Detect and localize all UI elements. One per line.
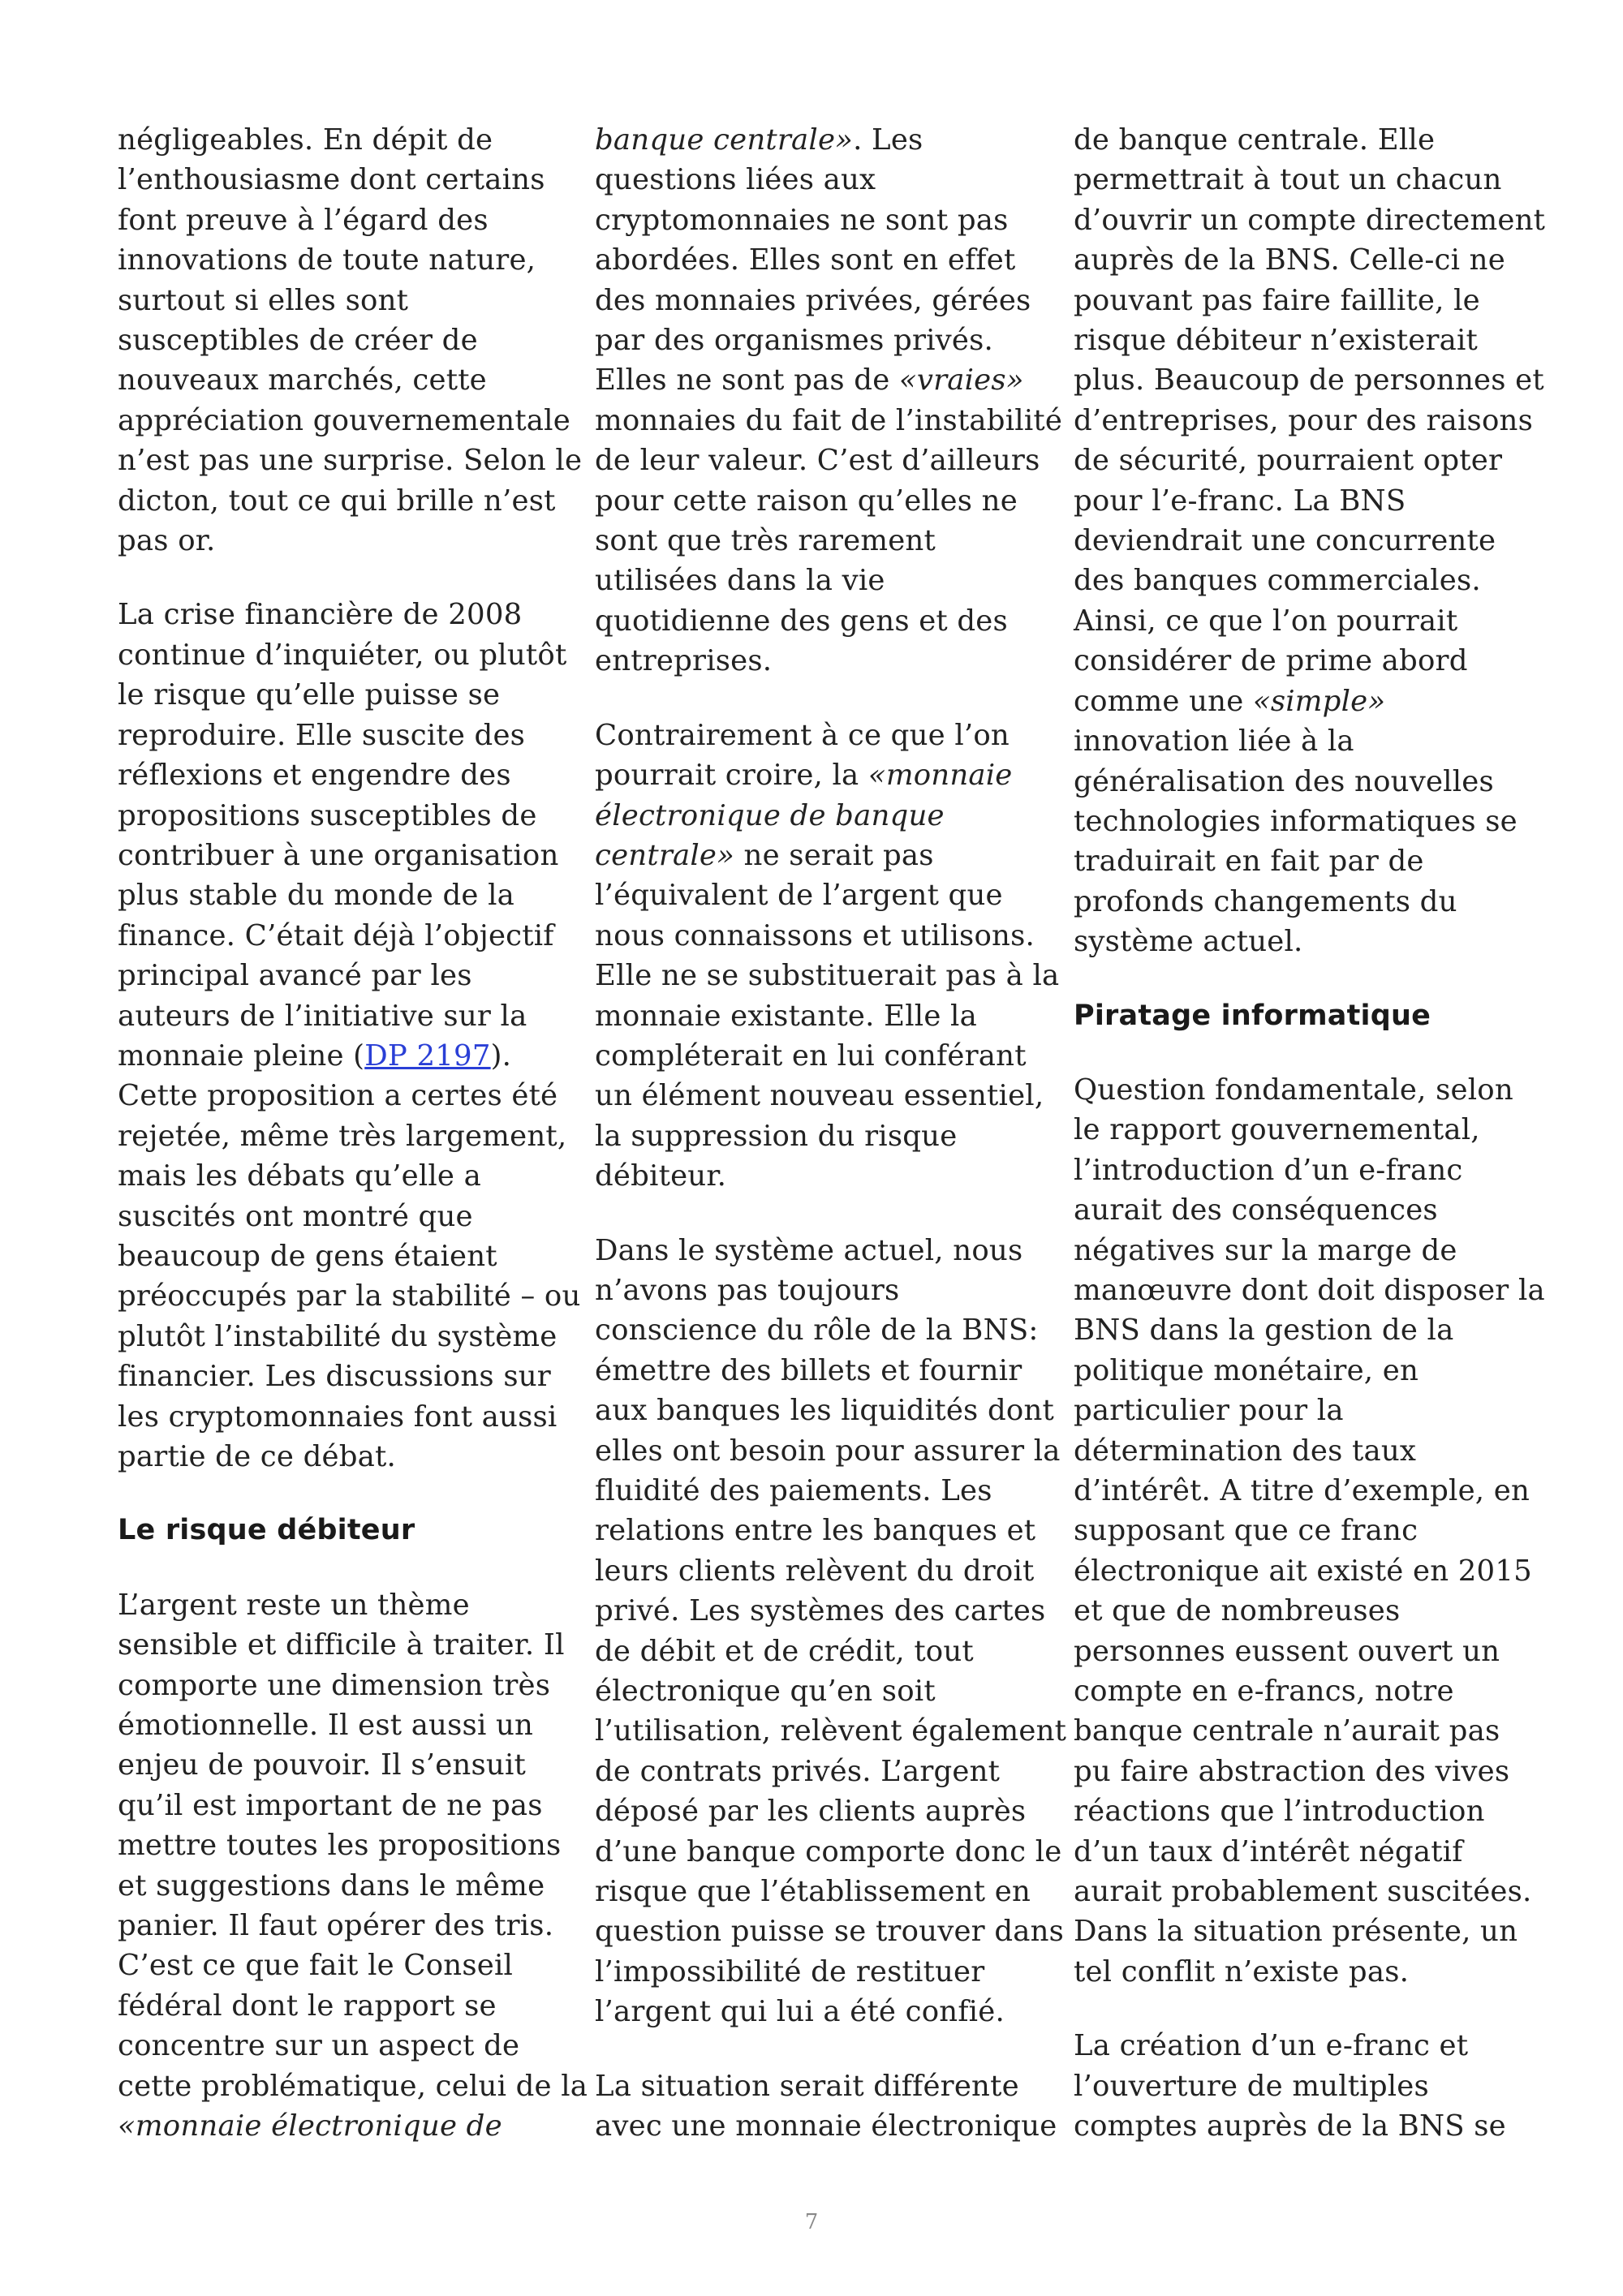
text-line: propositions susceptibles de [118, 798, 537, 832]
text-line: l’ouverture de multiples [1074, 2069, 1429, 2103]
text-line: émotionnelle. Il est aussi un [118, 1709, 534, 1743]
paragraph [1074, 1070, 1545, 1992]
text-line: privé. Les systèmes des cartes [595, 1594, 1046, 1628]
text-line: panier. Il faut opérer des tris. [118, 1909, 554, 1943]
text-fragment: monnaie pleine ( [118, 1038, 365, 1073]
text-line: entreprises. [595, 644, 773, 678]
text-line: fluidité des paiements. Les [595, 1474, 992, 1507]
text-line: innovations de toute nature, [118, 243, 536, 277]
text-line: susceptibles de créer de [118, 324, 478, 358]
text-line: surtout si elles sont [118, 283, 409, 317]
page-number: 7 [804, 2210, 819, 2234]
text-line: négligeables. En dépit de [118, 123, 493, 157]
text-line: rejetée, même très largement, [118, 1119, 567, 1153]
italic-text: «vraies» [898, 363, 1024, 398]
text-line: mais les débats qu’elle a [118, 1159, 481, 1193]
text-line: suscités ont montré que [118, 1199, 473, 1233]
text-line: compte en e-francs, notre [1074, 1675, 1454, 1709]
text-line: le rapport gouvernemental, [1074, 1113, 1480, 1147]
text-line: les cryptomonnaies font aussi [118, 1400, 558, 1434]
text-line: l’enthousiasme dont certains [118, 163, 545, 197]
text-line: l’argent qui lui a été confié. [595, 1995, 1005, 2029]
text-line: considérer de prime abord [1074, 644, 1468, 678]
text-line: pas or. [118, 524, 216, 558]
text-line [595, 836, 1049, 875]
text-fragment: pourrait croire, la [595, 759, 868, 793]
text-line: C’est ce que fait le Conseil [118, 1949, 514, 1983]
italic-text: banque centrale» [595, 123, 854, 157]
text-line: Cette proposition a certes été [118, 1079, 558, 1113]
text-line: électronique qu’en soit [595, 1675, 936, 1709]
section-heading-risque-debiteur: Le risque débiteur [118, 1514, 415, 1547]
text-line: relations entre les banques et [595, 1514, 1036, 1548]
text-line: l’introduction d’un e-franc [1074, 1153, 1463, 1187]
text-line: de sécurité, pourraient opter [1074, 444, 1503, 478]
text-line: des banques commerciales. [1074, 564, 1481, 598]
text-line: le risque qu’elle puisse se [118, 678, 501, 712]
section-heading-piratage-informatique: Piratage informatique [1074, 999, 1431, 1032]
text-line: aux banques les liquidités dont [595, 1394, 1054, 1428]
text-line: Ainsi, ce que l’on pourrait [1074, 604, 1458, 638]
text-line: pour l’e-franc. La BNS [1074, 484, 1406, 518]
text-line: pour cette raison qu’elles ne [595, 484, 1018, 518]
text-line: d’une banque comporte donc le [595, 1834, 1062, 1868]
text-fragment: comme une [1074, 684, 1253, 718]
text-line: n’avons pas toujours [595, 1273, 900, 1307]
text-line [118, 2106, 572, 2146]
text-line: utilisées dans la vie [595, 564, 885, 598]
text-line: Dans la situation présente, un [1074, 1915, 1518, 1949]
text-line: auteurs de l’initiative sur la [118, 999, 527, 1033]
text-line: l’utilisation, relèvent également [595, 1714, 1067, 1748]
text-fragment: ne serait pas [734, 838, 934, 872]
text-line: abordées. Elles sont en effet [595, 243, 1016, 277]
text-line [595, 120, 1049, 160]
text-line: appréciation gouvernementale [118, 403, 570, 437]
text-line: sensible et difficile à traiter. Il [118, 1628, 565, 1662]
paragraph [118, 595, 581, 1477]
text-line: l’impossibilité de restituer [595, 1954, 985, 1989]
column-3 [1074, 120, 1546, 2181]
text-line: politique monétaire, en [1074, 1353, 1419, 1387]
text-line [595, 755, 1049, 795]
text-fragment: . Les [853, 123, 923, 157]
text-line: manœuvre dont doit disposer la [1074, 1273, 1545, 1307]
text-line: aurait des conséquences [1074, 1193, 1438, 1228]
text-line: monnaie existante. Elle la [595, 999, 977, 1033]
paragraph [595, 2066, 1057, 2147]
text-line: réactions que l’introduction [1074, 1795, 1485, 1829]
text-line: contribuer à une organisation [118, 838, 559, 872]
text-line: système actuel. [1074, 925, 1303, 959]
text-line: plus. Beaucoup de personnes et [1074, 363, 1544, 398]
text-line: banque centrale n’aurait pas [1074, 1714, 1500, 1748]
text-line: par des organismes privés. [595, 324, 994, 358]
text-line: reproduire. Elle suscite des [118, 718, 526, 752]
text-line: d’un taux d’intérêt négatif [1074, 1834, 1463, 1868]
text-line: compléterait en lui conférant [595, 1038, 1027, 1073]
text-line: pu faire abstraction des vives [1074, 1754, 1510, 1788]
text-line: de banque centrale. Elle [1074, 123, 1436, 157]
text-line: deviendrait une concurrente [1074, 524, 1496, 558]
text-line: un élément nouveau essentiel, [595, 1079, 1044, 1113]
text-line: cryptomonnaies ne sont pas [595, 203, 1009, 237]
dp-2197-link[interactable]: DP 2197 [364, 1038, 491, 1073]
text-line [595, 796, 1049, 836]
text-line [118, 1036, 572, 1076]
text-line: elles ont besoin pour assurer la [595, 1434, 1061, 1468]
text-line [1074, 681, 1528, 721]
text-line: de débit et de crédit, tout [595, 1634, 974, 1668]
text-line: quotidienne des gens et des [595, 604, 1008, 638]
text-line: mettre toutes les propositions [118, 1829, 562, 1863]
text-line: plutôt l’instabilité du système [118, 1319, 558, 1353]
text-line: La situation serait différente [595, 2069, 1019, 2103]
text-line: concentre sur un aspect de [118, 2029, 520, 2063]
text-line: préoccupés par la stabilité – ou [118, 1279, 581, 1314]
text-line: comporte une dimension très [118, 1668, 551, 1702]
text-line: dicton, tout ce qui brille n’est [118, 484, 556, 518]
text-line: déposé par les clients auprès [595, 1795, 1027, 1829]
italic-text: centrale» [595, 838, 735, 872]
text-line: conscience du rôle de la BNS: [595, 1314, 1039, 1348]
text-line: des monnaies privées, gérées [595, 283, 1031, 317]
text-line: font preuve à l’égard des [118, 203, 489, 237]
text-line: d’ouvrir un compte directement [1074, 203, 1546, 237]
paragraph [595, 1231, 1067, 2032]
text-line: Contrairement à ce que l’on [595, 718, 1010, 752]
paragraph [595, 120, 1063, 681]
text-line: questions liées aux [595, 163, 876, 197]
text-line: fédéral dont le rapport se [118, 1989, 497, 2023]
text-line: technologies informatiques se [1074, 804, 1518, 838]
text-line: partie de ce débat. [118, 1440, 396, 1473]
text-line: enjeu de pouvoir. Il s’ensuit [118, 1748, 526, 1782]
paragraph [118, 1585, 588, 2147]
text-line: de leur valeur. C’est d’ailleurs [595, 444, 1040, 478]
text-line: L’argent reste un thème [118, 1588, 470, 1622]
italic-text: «simple» [1252, 684, 1386, 718]
text-line: et suggestions dans le même [118, 1868, 545, 1903]
text-line: détermination des taux [1074, 1434, 1417, 1468]
column-1 [118, 120, 588, 2181]
text-line: risque que l’établissement en [595, 1875, 1031, 1909]
text-line: permettrait à tout un chacun [1074, 163, 1502, 197]
text-line: sont que très rarement [595, 524, 936, 558]
text-line: La création d’un e-franc et [1074, 2029, 1469, 2063]
text-line: La crise financière de 2008 [118, 598, 523, 632]
text-line: Elle ne se substituerait pas à la [595, 959, 1060, 993]
text-line: finance. C’était déjà l’objectif [118, 918, 554, 952]
text-line: de contrats privés. L’argent [595, 1754, 1001, 1788]
text-fragment: Elles ne sont pas de [595, 363, 899, 398]
column-2 [595, 120, 1067, 2181]
text-line: leurs clients relèvent du droit [595, 1554, 1035, 1588]
text-line: profonds changements du [1074, 884, 1457, 918]
text-line: l’équivalent de l’argent que [595, 879, 1003, 913]
text-line: particulier pour la [1074, 1394, 1344, 1428]
text-line [595, 360, 1049, 400]
text-line: comptes auprès de la BNS se [1074, 2109, 1506, 2143]
text-line: débiteur. [595, 1159, 727, 1193]
text-line: plus stable du monde de la [118, 879, 514, 913]
text-line: électronique ait existé en 2015 [1074, 1554, 1532, 1588]
text-line: généralisation des nouvelles [1074, 764, 1494, 798]
text-line: pouvant pas faire faillite, le [1074, 283, 1480, 317]
text-line: tel conflit n’existe pas. [1074, 1954, 1410, 1989]
paragraph [1074, 120, 1546, 962]
text-line: innovation liée à la [1074, 724, 1354, 759]
text-line: négatives sur la marge de [1074, 1233, 1457, 1267]
text-line: aurait probablement suscitées. [1074, 1875, 1532, 1909]
text-line: qu’il est important de ne pas [118, 1788, 543, 1822]
text-line: Question fondamentale, selon [1074, 1073, 1513, 1107]
text-line: supposant que ce franc [1074, 1514, 1419, 1548]
text-line: question puisse se trouver dans [595, 1915, 1065, 1949]
text-line: financier. Les discussions sur [118, 1360, 551, 1394]
text-line: d’entreprises, pour des raisons [1074, 403, 1534, 437]
text-line: beaucoup de gens étaient [118, 1239, 497, 1273]
text-line: monnaies du fait de l’instabilité [595, 403, 1063, 437]
text-line: principal avancé par les [118, 959, 472, 993]
text-line: continue d’inquiéter, ou plutôt [118, 638, 567, 672]
paragraph [118, 120, 583, 561]
paragraph [595, 716, 1060, 1197]
text-line: d’intérêt. A titre d’exemple, en [1074, 1474, 1530, 1507]
text-line: risque débiteur n’existerait [1074, 324, 1479, 358]
text-line: nous connaissons et utilisons. [595, 918, 1035, 952]
italic-text: électronique de banque [595, 798, 945, 832]
text-line: nouveaux marchés, cette [118, 363, 487, 398]
text-line: la suppression du risque [595, 1119, 958, 1153]
text-line: auprès de la BNS. Celle-ci ne [1074, 243, 1505, 277]
paragraph [1074, 2026, 1528, 2146]
text-line: émettre des billets et fournir [595, 1353, 1022, 1387]
text-line: personnes eussent ouvert un [1074, 1634, 1500, 1668]
text-line: Dans le système actuel, nous [595, 1233, 1023, 1267]
text-line: avec une monnaie électronique [595, 2109, 1057, 2143]
text-line: et que de nombreuses [1074, 1594, 1401, 1628]
text-line: traduirait en fait par de [1074, 845, 1424, 879]
italic-text: «monnaie électronique de [118, 2109, 502, 2143]
text-line: réflexions et engendre des [118, 759, 511, 793]
text-line: cette problématique, celui de la [118, 2069, 588, 2103]
text-line: BNS dans la gestion de la [1074, 1314, 1454, 1348]
italic-text: «monnaie [867, 759, 1013, 793]
text-line: n’est pas une surprise. Selon le [118, 444, 583, 478]
text-fragment: ). [490, 1038, 512, 1073]
